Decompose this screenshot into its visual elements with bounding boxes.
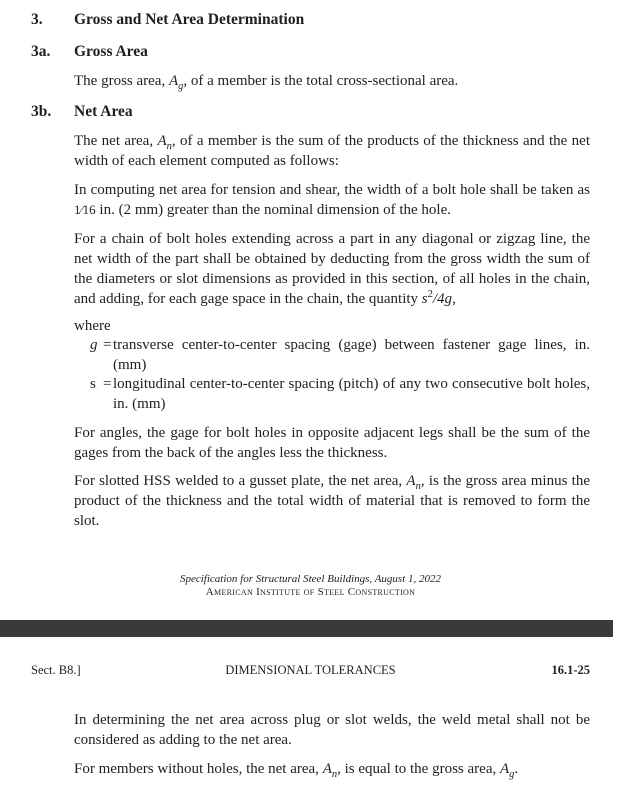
gross-area-paragraph: The gross area, $A_g$, of a member is the total cross-sectional area.	[74, 73, 459, 92]
running-head-section: Sect. B8.]	[31, 663, 81, 677]
section-title: Gross and Net Area Determination	[74, 11, 305, 28]
subsection-b-title: Net Area	[74, 103, 133, 120]
bottom-page	[0, 637, 621, 800]
bottom-paragraph-2: For members without holes, the net area, $A_n$, is equal to the gross area, $A_g$.	[74, 761, 519, 780]
formula: s	[421, 291, 428, 307]
subsection-a-number: 3a.	[31, 43, 51, 60]
net-area-paragraph-1: The net area, $A_n$, of a member is the sum of the products of the thickness and the net width of each element computed as follows:	[74, 133, 590, 169]
definition-text: longitudinal center-to-center spacing (pitch) of any two consecutive bolt holes, in. (mm)	[113, 376, 590, 412]
running-head-title: DIMENSIONAL TOLERANCES	[225, 663, 396, 677]
definition-symbol: s	[90, 376, 96, 392]
where-label: where	[74, 318, 111, 334]
subsection-a-title: Gross Area	[74, 43, 148, 60]
definition-text: transverse center-to-center spacing (gage) between fastener gage lines, in. (mm)	[113, 337, 590, 373]
net-area-paragraph-2: In computing net area for tension and shear, the width of a bolt hole shall be taken as 1⁄16 in. (2 mm) greater than the nominal dimension of the hole.	[74, 182, 590, 218]
section-number: 3.	[31, 11, 43, 28]
footer-publisher-line: American Institute of Steel Construction	[205, 586, 416, 598]
definition-equals: =	[103, 376, 112, 392]
fraction: 1⁄16	[74, 202, 96, 217]
bottom-paragraph-1: In determining the net area across plug or slot welds, the weld metal shall not be considered as adding to the net area.	[74, 712, 590, 748]
subsection-b-number: 3b.	[31, 103, 52, 120]
page-separator-edge	[613, 620, 621, 637]
net-area-paragraph-5: For slotted HSS welded to a gusset plate, the net area, $A_n$, is the gross area minus the product of the thickness and the total width of material that is removed to form the slot.	[74, 473, 591, 529]
page-separator	[0, 620, 613, 637]
footer-spec-line: Specification for Structural Steel Buildings, August 1, 2022	[179, 573, 442, 585]
definition-equals: =	[103, 337, 112, 353]
page-number: 16.1-25	[551, 663, 590, 677]
definition-symbol: g	[90, 337, 98, 353]
net-area-paragraph-4: For angles, the gage for bolt holes in opposite adjacent legs shall be the sum of the gages from the back of the angles less the thickness.	[74, 425, 590, 461]
net-area-paragraph-3: For a chain of bolt holes extending across a part in any diagonal or zigzag line, the net width of the part shall be obtained by deducting from the gross width the sum of the diameters or slot dimensions as provided in this section, of all holes in the chain, and adding, for each gage space in the chain, the quantity $s^2/4g$,	[74, 231, 590, 307]
